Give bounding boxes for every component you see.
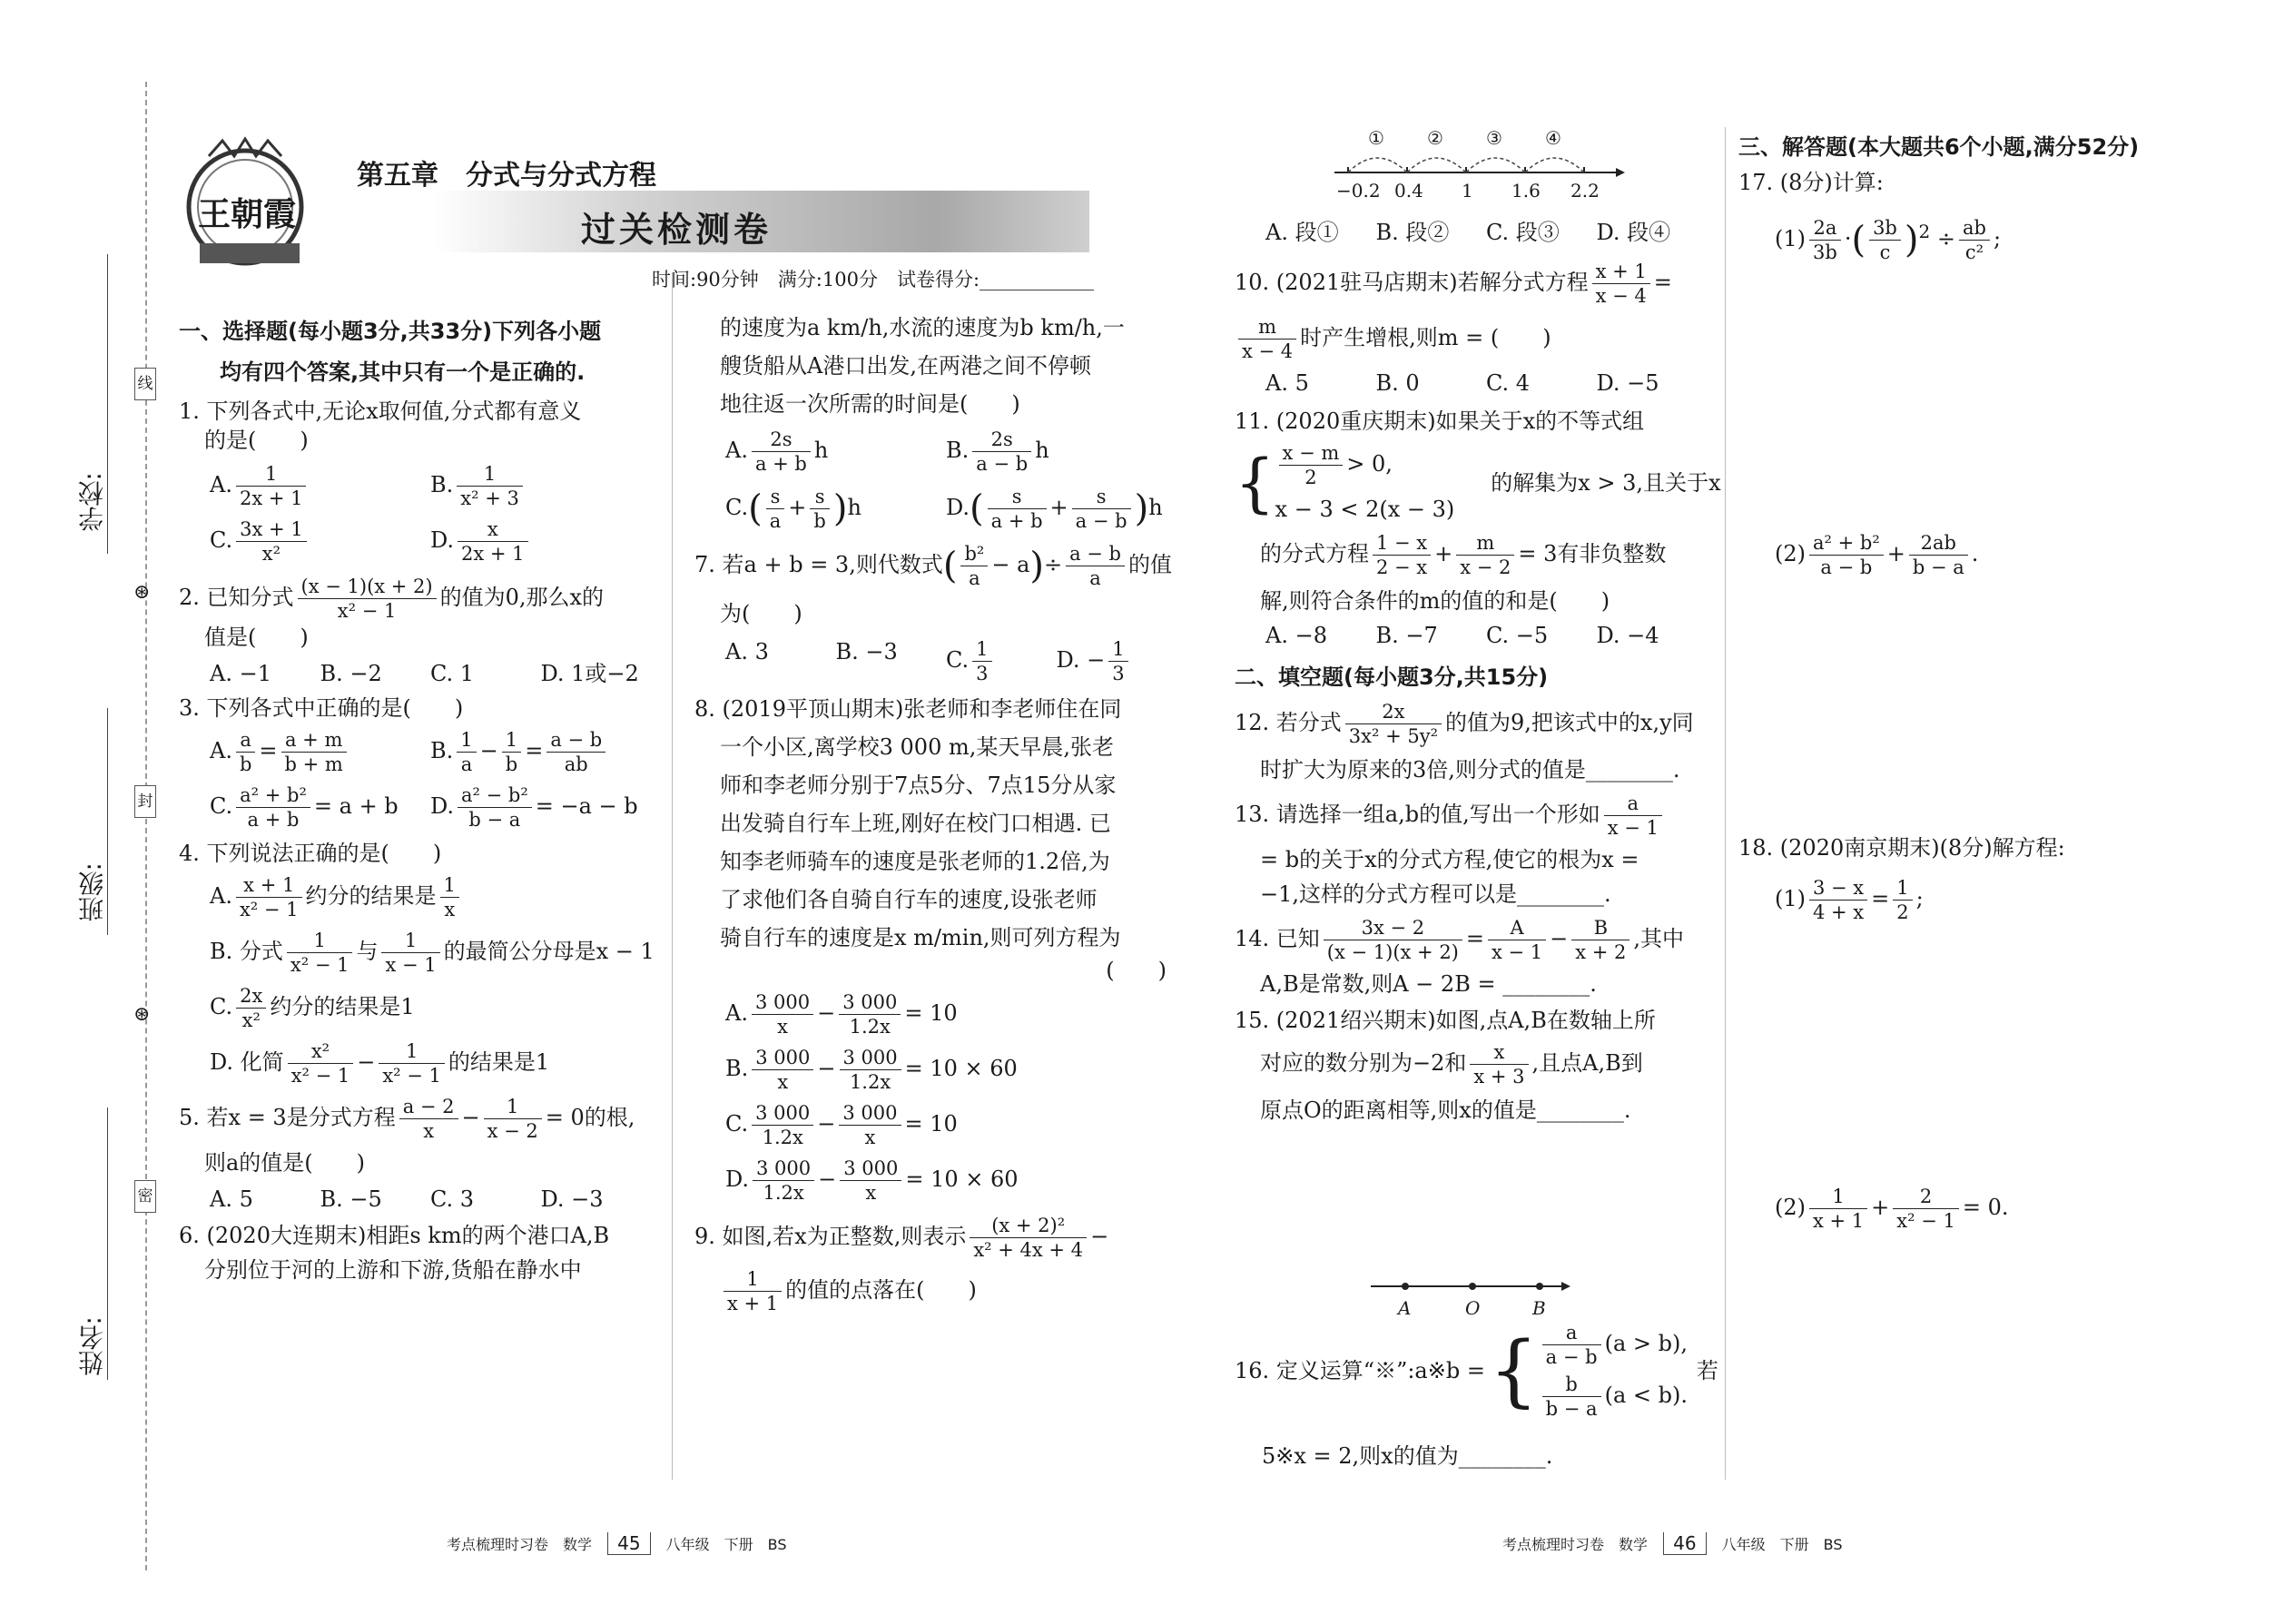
q7-stem2: 为( ) <box>720 601 802 626</box>
exam-info: 时间:90分钟 满分:100分 试卷得分:____________ <box>652 269 1095 290</box>
fraction: $\frac{3 000}{x}$ <box>752 990 813 1038</box>
q10-line2 <box>1235 315 1707 363</box>
q18-p2-after: = 0. <box>1962 1195 2009 1220</box>
fraction: $\frac{1}{a}$ <box>457 728 476 776</box>
fraction: $\frac{1}{x - 1}$ <box>381 929 439 977</box>
footer-right-text: 考点梳理时习卷 数学 <box>1502 1536 1649 1553</box>
fraction: $\frac{2a}{3b}$ <box>1809 216 1841 264</box>
q4-stem: 4. 下列说法正确的是( ) <box>179 841 442 866</box>
q8-option-c: C. $\frac{3 000}{1.2x}$ − $\frac{3 000}{x}$ = 10 <box>725 1102 958 1148</box>
q11-options <box>1265 621 1707 650</box>
q7-line: 7. 若a + b = 3,则代数式( $\frac{\text{b²}}{a}$ − a)÷ $\frac{a - b}{a}$ 的值 <box>694 543 1173 589</box>
option: C. 段③ <box>1486 220 1560 245</box>
q3-stem: 3. 下列各式中正确的是( ) <box>179 695 464 721</box>
footer-left-text2: 八年级 下册 BS <box>665 1536 787 1553</box>
fraction: $\frac{1}{x + 1}$ <box>724 1267 782 1315</box>
fraction: $\frac{x + 1}{\text{x² − 1}}$ <box>236 873 302 921</box>
tick-label: 0.4 <box>1394 180 1423 202</box>
q14-stem-after: ,其中 <box>1633 926 1685 951</box>
q8-option-d: D. $\frac{3 000}{1.2x}$ − $\frac{3 000}{x}$ = 10 × 60 <box>725 1157 1019 1204</box>
option: D. − <box>1056 647 1106 673</box>
section1-title: 一、选择题(每小题3分,共33分)下列各小题 <box>179 319 602 344</box>
q1-stem: 1. 下列各式中,无论x取何值,分式都有意义 <box>179 399 582 424</box>
school-label: 学校: <box>77 472 107 532</box>
q5-stem: 5. 若x = 3是分式方程 <box>179 1105 396 1130</box>
option-label: A. <box>210 472 232 497</box>
section1-title-line2: 均有四个答案,其中只有一个是正确的. <box>220 359 586 385</box>
q4-option-c: C. $\frac{2x}{\text{x²}}$ 约分的结果是1 <box>210 985 415 1031</box>
option: A. 5 <box>210 1186 253 1212</box>
q10-stem: 10. (2021驻马店期末)若解分式方程 <box>1235 270 1589 295</box>
fraction: $\frac{2x}{\text{x²}}$ <box>236 984 266 1032</box>
section3-title: 三、解答题(本大题共6个小题,满分52分) <box>1738 134 2140 160</box>
column-1 <box>179 313 655 1284</box>
q4-a-text: 约分的结果是 <box>305 883 437 909</box>
q9-options <box>1265 218 1707 247</box>
name-label: 姓名: <box>77 1316 107 1376</box>
fraction: $\frac{x + 1}{x - 4}$ <box>1592 260 1650 308</box>
fraction: $\frac{a - 2}{x}$ <box>399 1095 458 1143</box>
q8-line3: 师和李老师分别于7点5分、7点15分从家 <box>720 773 1117 798</box>
q15-stem: 15. (2021绍兴期末)如图,点A,B在数轴上所 <box>1235 1008 1656 1033</box>
q3-options-row: A. $\frac{a}{b}$ = $\frac{a + m}{b + m}$ B. $\frac{1}{a}$ − $\frac{1}{b}$ = $\frac{a - b}{ab}$ <box>210 728 651 776</box>
fraction: $\frac{a + m}{b + m}$ <box>281 728 347 776</box>
q16-after: 若 <box>1697 1358 1718 1383</box>
q13-stem3: −1,这样的分式方程可以是________. <box>1260 881 1611 907</box>
q8-option-b: B. $\frac{3 000}{x}$ − $\frac{3 000}{1.2x}$ = 10 × 60 <box>725 1047 1018 1093</box>
fraction: $\frac{1}{2x + 1}$ <box>236 462 307 510</box>
segment-label: ④ <box>1545 127 1561 149</box>
q18-part1: (1) $\frac{3 - x}{4 + x}$ = $\frac{1}{2}$ ; <box>1775 877 1924 923</box>
fraction: $\frac{a - b}{ab}$ <box>546 728 605 776</box>
tag-mi: 密 <box>134 1180 156 1213</box>
q15-axis <box>1371 1275 1570 1321</box>
q8-line1: 8. (2019平顶山期末)张老师和李老师住在同 <box>694 696 1122 722</box>
fraction: $\frac{1}{b}$ <box>502 728 521 776</box>
q11-sys-after: 的解集为x > 3,且关于x <box>1491 469 1721 496</box>
q8-c-rhs: = 10 <box>904 1111 958 1137</box>
q13-stem: 13. 请选择一组a,b的值,写出一个形如 <box>1235 802 1600 827</box>
q4-d-text2: 的结果是1 <box>448 1049 550 1075</box>
q16-line: 16. 定义运算“※”:a※b = { $\frac{a}{a - b}$ (a > b), $\frac{b}{b - a}$ (a < b). 若 <box>1235 1322 1718 1420</box>
q1-stem2: 的是( ) <box>204 428 309 453</box>
option: C. 4 <box>1486 370 1531 396</box>
q14-stem: 14. 已知 <box>1235 926 1320 951</box>
fraction: $\frac{x - m}{2}$ <box>1279 441 1344 489</box>
fraction: $\frac{2ab}{b - a}$ <box>1909 531 1968 579</box>
fraction: $\frac{m}{x - 4}$ <box>1238 315 1296 363</box>
q7-stem-after: 的值 <box>1128 552 1173 577</box>
q6-line5: 地往返一次所需的时间是( ) <box>720 391 1020 417</box>
option: A. 3 <box>725 639 769 664</box>
binding-line <box>145 82 147 1570</box>
fraction: $\frac{s}{a}$ <box>766 485 785 533</box>
q8-line7: 骑自行车的速度是x m/min,则可列方程为 <box>720 925 1121 950</box>
fraction: $\frac{ab}{\text{c²}}$ <box>1959 216 1990 264</box>
option-label: D. <box>430 527 455 553</box>
option: A. 段① <box>1265 220 1339 245</box>
option: B. 段② <box>1375 220 1450 245</box>
q9-stem2: 的值的点落在( ) <box>785 1277 977 1303</box>
option: B. −2 <box>320 661 382 686</box>
option: C. 1 <box>430 661 475 686</box>
q8-line5: 知李老师骑车的速度是张老师的1.2倍,为 <box>720 849 1110 874</box>
q11-system: { $\frac{x - m}{2}$ > 0, x − 3 < 2(x − 3) 的解集为x > 3,且关于x <box>1235 442 1721 522</box>
q15-stem3: 原点O的距离相等,则x的值是________. <box>1260 1097 1631 1123</box>
q8-line6: 了求他们各自骑自行车的速度,设张老师 <box>720 887 1098 912</box>
fraction: $\frac{1}{\text{x² − 1}}$ <box>379 1039 445 1088</box>
q12-stem2: 时扩大为原来的3倍,则分式的值是________. <box>1260 757 1680 782</box>
fraction: $\frac{1}{x - 2}$ <box>484 1095 542 1143</box>
fraction: $\frac{1}{3}$ <box>1108 637 1127 685</box>
fraction: $\frac{s}{a - b}$ <box>1072 485 1131 533</box>
logo <box>172 136 327 272</box>
fraction: $\frac{a}{x - 1}$ <box>1604 792 1662 840</box>
q4-b-text2: 的最简公分母是x − 1 <box>443 939 655 964</box>
option: A. −1 <box>210 661 271 686</box>
q9-stem: 9. 如图,若x为正整数,则表示 <box>694 1224 967 1249</box>
q18-part2: (2) $\frac{1}{x + 1}$ + $\frac{2}{\text{x² − 1}}$ = 0. <box>1775 1186 2009 1232</box>
q4-b-text: 与 <box>356 939 379 964</box>
fraction: $\frac{3 000}{1.2x}$ <box>752 1101 813 1149</box>
fraction: $\frac{b}{b - a}$ <box>1542 1373 1601 1421</box>
option-label: B. <box>430 472 454 497</box>
q14-line: 14. 已知 $\frac{3x - 2}{(x - 1)(x + 2)}$ = $\frac{A}{x - 1}$ − $\frac{B}{x + 2}$ ,其中 <box>1235 917 1685 963</box>
fraction: $\frac{1}{2}$ <box>1893 876 1912 924</box>
q4-option-d: D. 化简 $\frac{\text{x²}}{\text{x² − 1}}$ − $\frac{1}{\text{x² − 1}}$ 的结果是1 <box>210 1040 550 1087</box>
fraction: $\frac{\text{b²}}{a}$ <box>960 542 988 590</box>
q15-stem2-after: ,且点A,B到 <box>1531 1050 1643 1076</box>
fraction: $\frac{2s}{a - b}$ <box>972 428 1031 476</box>
fraction: $\frac{a}{b}$ <box>236 728 255 776</box>
fraction: $\frac{3b}{c}$ <box>1869 216 1901 264</box>
fraction: $\frac{1 - x}{2 - x}$ <box>1373 531 1431 579</box>
q12-line <box>1235 700 1707 748</box>
column-divider <box>1725 127 1726 1480</box>
segment-label: ② <box>1427 127 1443 149</box>
q18-p2-label: (2) <box>1775 1195 1806 1220</box>
class-label: 班级: <box>77 862 107 922</box>
option: C. 3 <box>430 1186 475 1212</box>
fraction: $\frac{\text{a² + b²}}{a - b}$ <box>1809 531 1884 579</box>
q4-option-a: A. $\frac{x + 1}{\text{x² − 1}}$ 约分的结果是 $\frac{1}{x}$ <box>210 873 651 921</box>
q8-a-rhs: = 10 <box>904 1000 958 1026</box>
q3-options-row: C. $\frac{\text{a² + b²}}{a + b}$ = a + b D. $\frac{\text{a² − b²}}{b - a}$ = −a − b <box>210 784 638 831</box>
tick-label: −0.2 <box>1336 180 1381 202</box>
q8-option-a: A. $\frac{3 000}{x}$ − $\frac{3 000}{1.2x}$ = 10 <box>725 991 958 1038</box>
q6-line4: 艘货船从A港口出发,在两港之间不停顿 <box>720 353 1091 379</box>
ornament-icon: ⊛ <box>133 1003 151 1026</box>
fraction: $\frac{1}{\text{x² + 3}}$ <box>457 462 523 510</box>
option: D. 段④ <box>1596 220 1671 245</box>
fraction: $\frac{x}{2x + 1}$ <box>458 517 528 566</box>
option: B. −5 <box>320 1186 382 1212</box>
q8-d-rhs: = 10 × 60 <box>905 1166 1019 1192</box>
column-3 <box>1235 218 1721 1319</box>
q8-line2: 一个小区,离学校3 000 m,某天早晨,张老 <box>720 734 1114 760</box>
tick-label: 2.2 <box>1570 180 1600 202</box>
q7-stem: 7. 若a + b = 3,则代数式 <box>694 552 943 577</box>
option: B. −7 <box>1375 623 1438 648</box>
q16-stem: 16. 定义运算“※”:a※b = <box>1235 1358 1485 1383</box>
q6-options-row: A. $\frac{2s}{a + b}$ h B. $\frac{2s}{a - b}$ h <box>725 428 1049 475</box>
section2-title: 二、填空题(每小题3分,共15分) <box>1235 664 1549 690</box>
q16-cond2: (a < b). <box>1604 1383 1688 1408</box>
q13-line <box>1235 792 1707 840</box>
q12-stem-after: 的值为9,把该式中的x,y同 <box>1445 710 1694 735</box>
q5-options <box>210 1185 651 1214</box>
page-number: 45 <box>607 1532 650 1555</box>
option: B. −3 <box>835 639 898 664</box>
fraction: $\frac{\text{a² + b²}}{a + b}$ <box>236 783 310 832</box>
q10-stem2: 时产生增根,则m = ( ) <box>1300 325 1551 350</box>
logo-text: 王朝霞 <box>198 195 297 233</box>
q17-stem: 17. (8分)计算: <box>1738 170 1884 195</box>
q6-options-row: C.( $\frac{s}{a}$ + $\frac{s}{b}$ )h D.( $\frac{s}{a + b}$ + $\frac{s}{a - b}$ )h <box>725 486 1163 532</box>
q5-stem-after: = 0的根, <box>545 1105 635 1130</box>
q15-line2 <box>1260 1040 1707 1088</box>
q8-answer-bracket: ( ) <box>1106 958 1167 983</box>
fraction: $\frac{3x + 1}{\text{x²}}$ <box>236 517 307 566</box>
fraction: $\frac{3 000}{1.2x}$ <box>840 1046 901 1094</box>
page-number: 46 <box>1663 1532 1706 1555</box>
fraction: $\frac{1}{3}$ <box>972 637 991 685</box>
fraction: $\frac{3 000}{x}$ <box>752 1046 813 1094</box>
fraction: $\frac{2x}{\text{3x² + 5y²}}$ <box>1345 700 1442 748</box>
q4-d-text: D. 化简 <box>210 1049 284 1075</box>
segment-label: ① <box>1368 127 1384 149</box>
q4-c-text: 约分的结果是1 <box>270 994 415 1019</box>
fraction: $\frac{s}{b}$ <box>810 485 829 533</box>
q5-line: 5. 若x = 3是分式方程 $\frac{a - 2}{x}$ − $\frac{1}{x - 2}$ = 0的根, <box>179 1096 635 1142</box>
q17-p2-label: (2) <box>1775 541 1806 566</box>
fraction: $\frac{\text{x²}}{\text{x² − 1}}$ <box>288 1039 354 1088</box>
option: B. 0 <box>1375 370 1420 396</box>
q2-stem-after: 的值为0,那么x的 <box>439 585 605 610</box>
option: D. −5 <box>1596 370 1659 396</box>
chapter-title: 第五章 分式与分式方程 <box>357 160 656 192</box>
q14-stem2: A,B是常数,则A − 2B = ________. <box>1260 971 1597 997</box>
q2-stem2: 值是( ) <box>204 625 309 650</box>
fraction: $\frac{x}{x + 3}$ <box>1470 1040 1528 1088</box>
fraction: $\frac{1}{\text{x² − 1}}$ <box>287 929 353 977</box>
option: D. 1或−2 <box>540 661 639 686</box>
fraction: $\frac{2}{\text{x² − 1}}$ <box>1893 1185 1959 1233</box>
q10-line: 10. (2021驻马店期末)若解分式方程 $\frac{x + 1}{x - 4}$ = <box>1235 261 1672 307</box>
q11-line3-after: = 3有非负整数 <box>1518 541 1667 566</box>
q18-p1-label: (1) <box>1775 886 1806 911</box>
q12-stem: 12. 若分式 <box>1235 710 1342 735</box>
axis-label-a: A <box>1398 1297 1412 1319</box>
q10-options <box>1265 369 1707 398</box>
fraction: $\frac{B}{x + 2}$ <box>1571 916 1629 964</box>
column-divider <box>672 272 673 1480</box>
q6-line3: 的速度为a km/h,水流的速度为b km/h,一 <box>720 315 1125 340</box>
q11-line4: 解,则符合条件的m的值的和是( ) <box>1260 588 1610 614</box>
fraction: $\frac{a - b}{a}$ <box>1066 542 1125 590</box>
fraction: $\frac{1}{x}$ <box>440 873 459 921</box>
footer-right <box>1502 1532 1843 1555</box>
q2-options <box>210 659 651 688</box>
footer-right-text2: 八年级 下册 BS <box>1721 1536 1843 1553</box>
fraction: $\frac{2s}{a + b}$ <box>752 428 811 476</box>
page-title: 过关检测卷 <box>581 210 773 250</box>
fraction: $\frac{s}{a + b}$ <box>988 485 1047 533</box>
tag-feng: 封 <box>134 785 156 818</box>
fraction: $\frac{(x - 1)(x + 2)}{\text{x² − 1}}$ <box>298 575 437 623</box>
fraction: $\frac{3 000}{x}$ <box>840 1156 901 1205</box>
q16-stem2: 5※x = 2,则x的值为________. <box>1262 1443 1553 1469</box>
tag-xian: 线 <box>134 368 156 400</box>
q16-cond1: (a > b), <box>1604 1331 1688 1356</box>
q11-line3-text: 的分式方程 <box>1260 541 1369 566</box>
fraction: $\frac{3 000}{1.2x}$ <box>839 990 901 1038</box>
option: A. −8 <box>1265 623 1327 648</box>
fraction: $\frac{3x - 2}{(x - 1)(x + 2)}$ <box>1324 916 1462 964</box>
q17-part1: (1) $\frac{2a}{3b}$ ·( $\frac{3b}{c}$ )$^2$ ÷ $\frac{ab}{\text{c²}}$ ; <box>1775 217 2002 263</box>
footer-left <box>447 1532 787 1555</box>
fraction: $\frac{A}{x - 1}$ <box>1488 916 1546 964</box>
option: D. −3 <box>540 1186 604 1212</box>
ornament-icon: ⊛ <box>133 581 151 604</box>
fraction: $\frac{1}{x + 1}$ <box>1809 1185 1867 1233</box>
fraction: $\frac{3 - x}{4 + x}$ <box>1809 876 1867 924</box>
fraction: $\frac{m}{x - 2}$ <box>1456 531 1514 579</box>
q9-line: 9. 如图,若x为正整数,则表示 $\frac{\text{(x + 2)²}}{\text{x² + 4x + 4}}$ − <box>694 1215 1109 1261</box>
q6-line2: 分别位于河的上游和下游,货船在静水中 <box>204 1257 582 1283</box>
q1-options-row <box>210 462 651 510</box>
option: A. 5 <box>1265 370 1309 396</box>
q6-line1: 6. (2020大连期末)相距s km的两个港口A,B <box>179 1223 610 1248</box>
q4-option-b: B. 分式 $\frac{1}{\text{x² − 1}}$ 与 $\frac{1}{x - 1}$ 的最简公分母是x − 1 <box>210 930 655 976</box>
q7-options <box>725 637 1167 685</box>
fraction: $\frac{3 000}{x}$ <box>839 1101 901 1149</box>
q11-stem: 11. (2020重庆期末)如果关于x的不等式组 <box>1235 408 1645 434</box>
q8-b-rhs: = 10 × 60 <box>904 1056 1018 1081</box>
fraction: $\frac{3 000}{1.2x}$ <box>753 1156 814 1205</box>
q15-stem2: 对应的数分别为−2和 <box>1260 1050 1467 1076</box>
q17-part2: (2) $\frac{\text{a² + b²}}{a - b}$ + $\frac{2ab}{b - a}$ . <box>1775 532 1979 578</box>
q1-options-row <box>210 517 651 566</box>
axis-label-o: O <box>1465 1297 1481 1319</box>
q8-line4: 出发骑自行车上班,刚好在校门口相遇. 已 <box>720 811 1111 836</box>
q11-line3: 的分式方程 $\frac{1 - x}{2 - x}$ + $\frac{m}{x - 2}$ = 3有非负整数 <box>1260 532 1667 578</box>
fraction: $\frac{\text{a² − b²}}{b - a}$ <box>458 783 532 832</box>
option-label: C. <box>210 527 233 553</box>
tick-label: 1 <box>1462 180 1473 202</box>
q13-stem2: = b的关于x的分式方程,使它的根为x = <box>1260 847 1639 872</box>
option: C. −5 <box>1486 623 1549 648</box>
q18-stem: 18. (2020南京期末)(8分)解方程: <box>1738 835 2065 861</box>
q5-stem2: 则a的值是( ) <box>204 1150 366 1176</box>
footer-left-text: 考点梳理时习卷 数学 <box>447 1536 593 1553</box>
column-2 <box>694 313 1173 1315</box>
q2-stem: 2. 已知分式 <box>179 585 294 610</box>
option: C. <box>946 647 970 673</box>
fraction: $\frac{a}{a - b}$ <box>1542 1321 1601 1369</box>
fraction: $\frac{\text{(x + 2)²}}{\text{x² + 4x + 4}}$ <box>970 1214 1087 1262</box>
axis-label-b: B <box>1532 1297 1546 1319</box>
option: D. −4 <box>1596 623 1659 648</box>
q9-line2 <box>720 1267 1167 1315</box>
tick-label: 1.6 <box>1511 180 1541 202</box>
segment-label: ③ <box>1486 127 1502 149</box>
q17-p1-label: (1) <box>1775 226 1806 251</box>
q2-line <box>179 575 651 623</box>
